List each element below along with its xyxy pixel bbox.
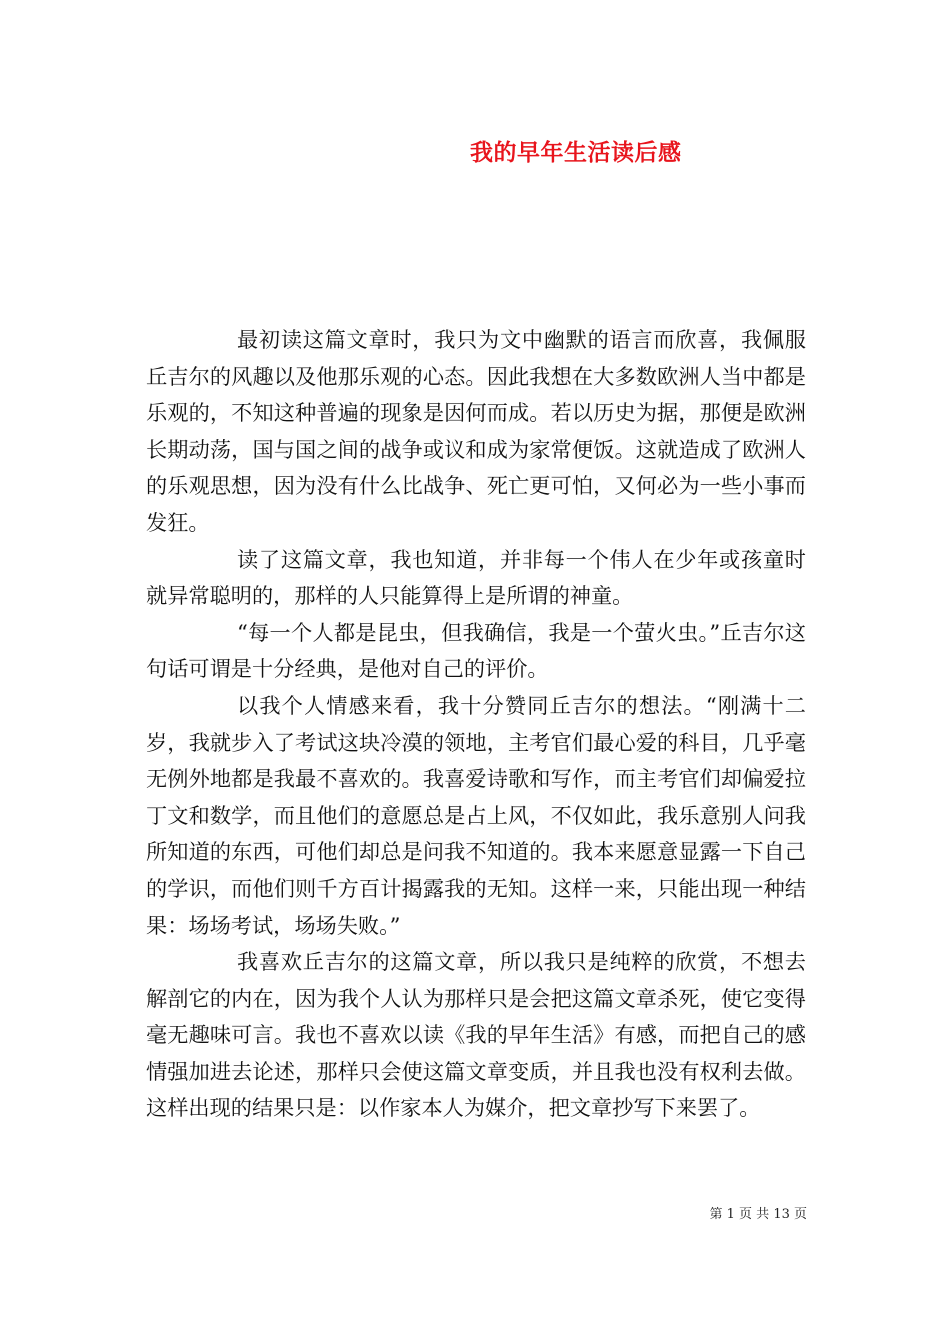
page-title: 我的早年生活读后感 <box>470 139 682 166</box>
paragraph: 我喜欢丘吉尔的这篇文章，所以我只是纯粹的欣赏，不想去解剖它的内在，因为我个人认为那样只是会把这篇文章杀死，使它变得毫无趣味可言。我也不喜欢以读《我的早年生活》有感，而把自己的感情强加进去论述，那样只会使这篇文章变质，并且我也没有权利去做。这样出现的结果只是：以作家本人为媒介，把文章抄写下来罢了。 <box>146 949 806 1121</box>
document-body <box>146 322 806 1127</box>
paragraph: 以我个人情感来看，我十分赞同丘吉尔的想法。“刚满十二岁，我就步入了考试这块冷漠的领地，主考官们最心爱的科目，几乎毫无例外地都是我最不喜欢的。我喜爱诗歌和写作，而主考官们却偏爱拉丁文和数学，而且他们的意愿总是占上风，不仅如此，我乐意别人问我所知道的东西，可他们却总是问我不知道的。我本来愿意显露一下自己的学识，而他们则千方百计揭露我的无知。这样一来，只能出现一种结果：场场考试，场场失败。” <box>146 692 806 938</box>
page-number-footer: 第 1 页 共 13 页 <box>709 1207 807 1222</box>
paragraph: “每一个人都是昆虫，但我确信，我是一个萤火虫。”丘吉尔这句话可谓是十分经典，是他对自己的评价。 <box>146 619 806 682</box>
paragraph: 读了这篇文章，我也知道，并非每一个伟人在少年或孩童时就异常聪明的，那样的人只能算得上是所谓的神童。 <box>146 546 806 609</box>
paragraph: 最初读这篇文章时，我只为文中幽默的语言而欣喜，我佩服丘吉尔的风趣以及他那乐观的心态。因此我想在大多数欧洲人当中都是乐观的，不知这种普遍的现象是因何而成。若以历史为据，那便是欧洲长期动荡，国与国之间的战争或议和成为家常便饭。这就造成了欧洲人的乐观思想，因为没有什么比战争、死亡更可怕，又何必为一些小事而发狂。 <box>146 327 806 535</box>
